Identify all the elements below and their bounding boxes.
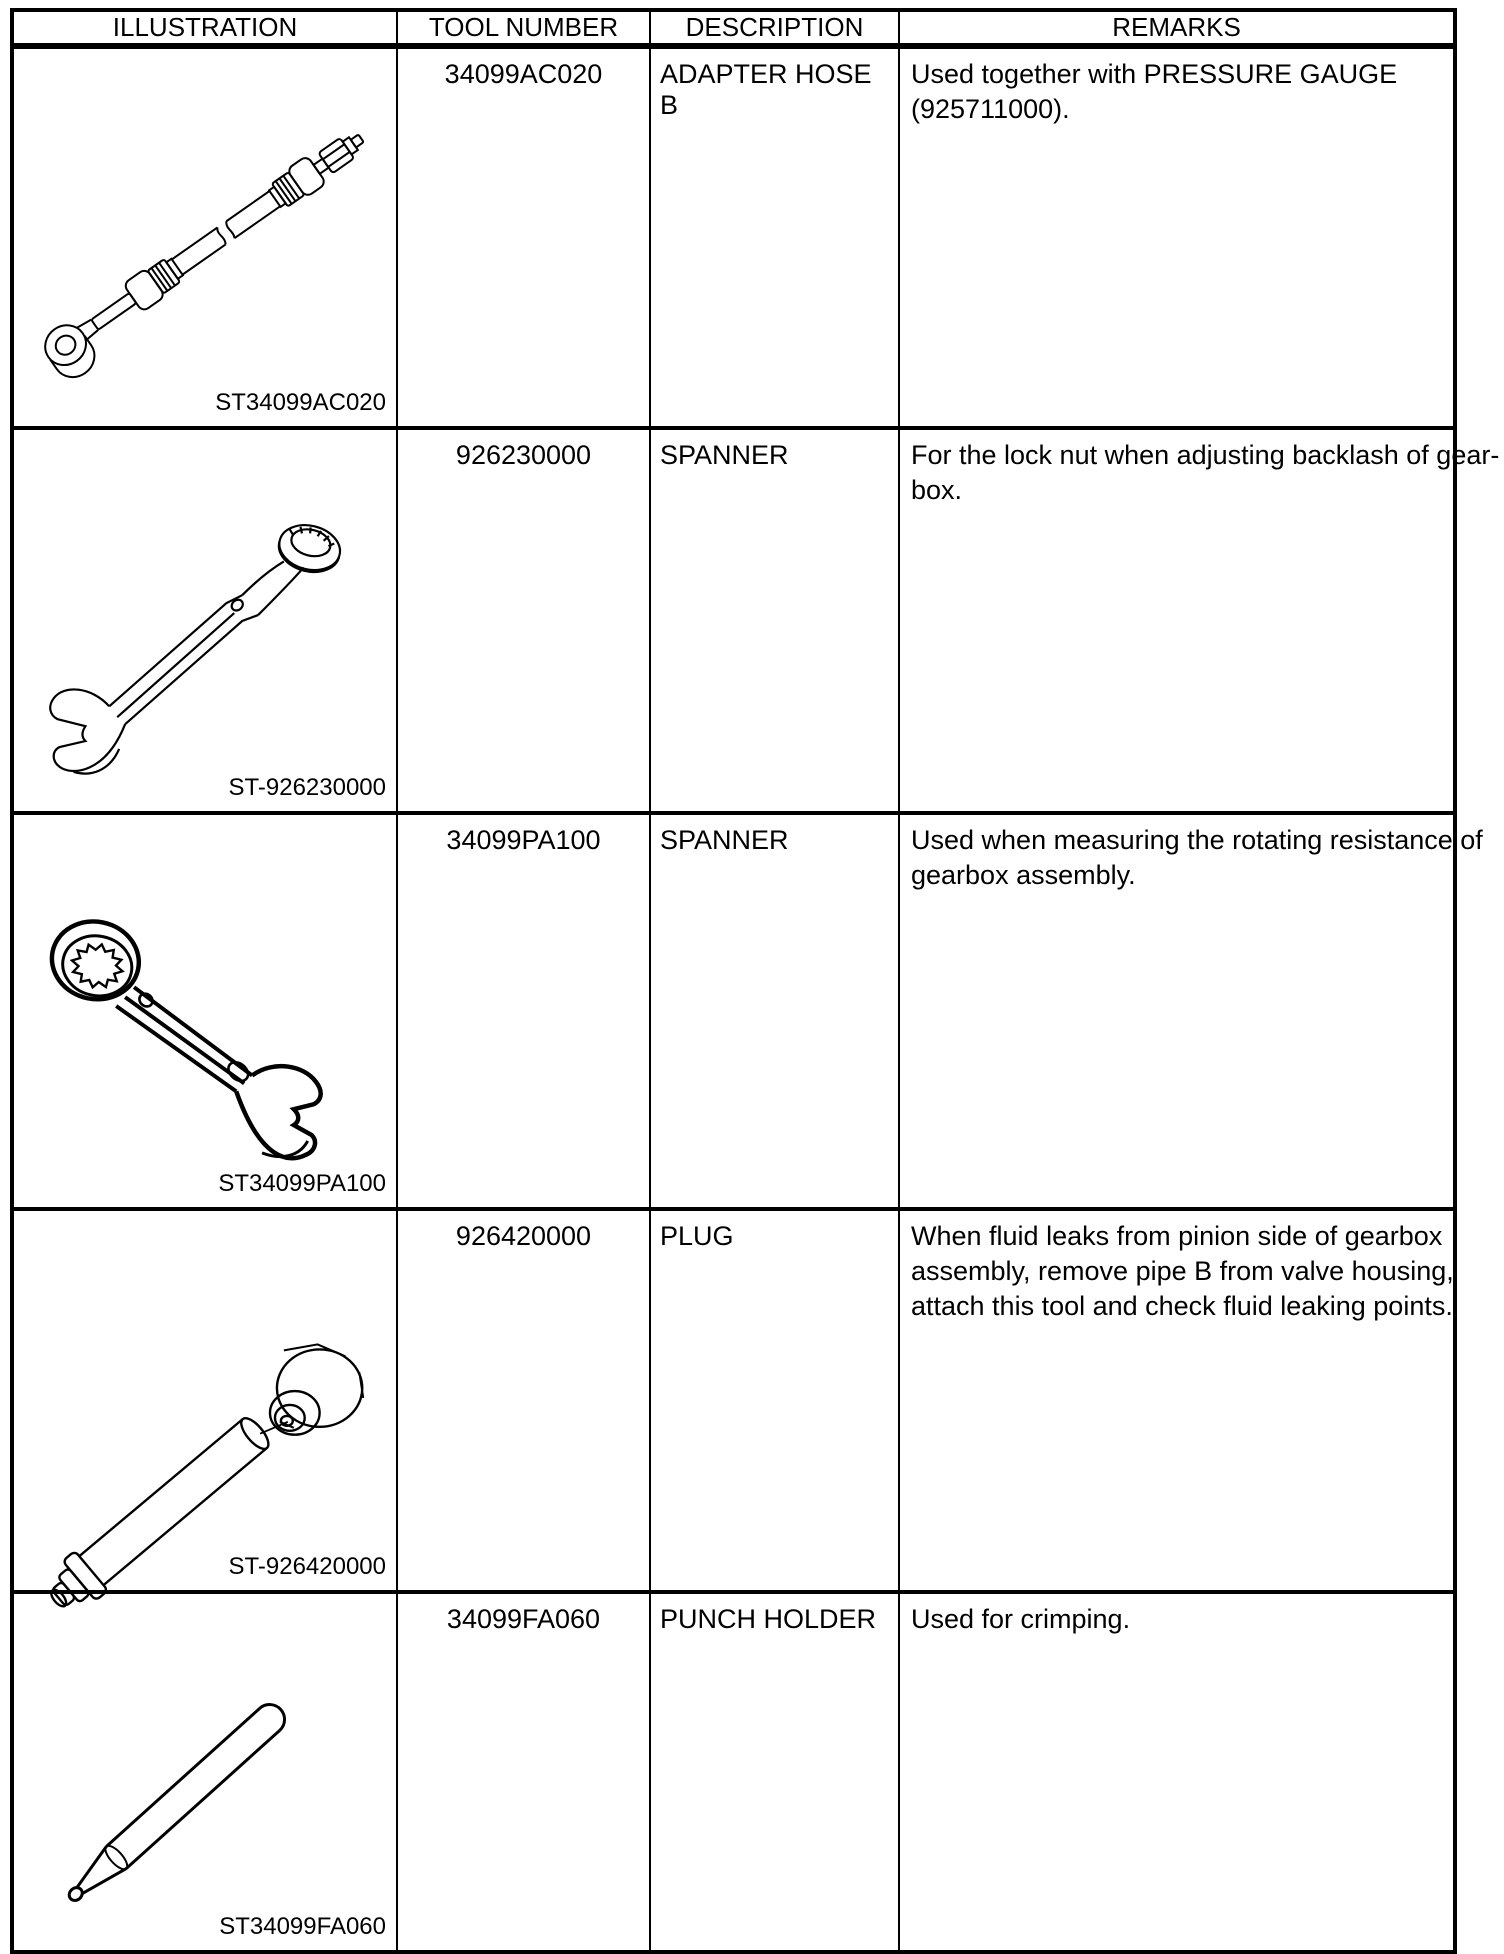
remarks-cell [899,813,1483,1209]
remarks-cell [899,46,1455,428]
remarks-cell [899,1209,1455,1592]
remarks-cell [899,1592,1455,1952]
special-tools-table [10,8,1500,1954]
tool-number-cell: 34099PA100 [397,813,650,1209]
header-tool-number: TOOL NUMBER [397,10,650,46]
plug-illustration [14,1211,396,1590]
table-row [12,1592,1455,1952]
illustration-cell [12,1592,397,1952]
tool-number-cell: 34099FA060 [397,1592,650,1952]
remarks-line: Used for crimping. [911,1604,1131,1634]
table-row [12,1209,1455,1592]
illustration-caption: ST-926420000 [228,1553,386,1580]
remarks-line: Used when measuring the rotating resistance of [911,825,1483,855]
remarks-line: When fluid leaks from pinion side of gearbox [911,1221,1443,1251]
table-row [12,46,1455,428]
remarks-line: assembly, remove pipe B from valve housing, [911,1256,1454,1286]
tool-number-cell: 926420000 [397,1209,650,1592]
table-row [12,428,1455,813]
header-illustration: ILLUSTRATION [12,10,397,46]
illustration-cell [12,428,397,813]
illustration-cell [12,813,397,1209]
illustration-caption: ST34099PA100 [218,1170,386,1197]
header-row [12,10,1455,46]
spanner-bold-illustration [14,815,396,1207]
illustration-cell [12,46,397,428]
table-row [12,813,1455,1209]
description-cell: ADAPTER HOSE B [650,46,899,428]
remarks-line: (925711000). [911,94,1070,124]
illustration-caption: ST34099AC020 [215,389,386,416]
tool-number-cell: 34099AC020 [397,46,650,428]
remarks-line: gearbox assembly. [911,860,1136,890]
description-cell: PLUG [650,1209,899,1592]
description-cell: PUNCH HOLDER [650,1592,899,1952]
illustration-caption: ST-926230000 [228,774,386,801]
description-cell: SPANNER [650,813,899,1209]
remarks-line: Used together with PRESSURE GAUGE [911,59,1398,89]
remarks-line: box. [911,475,963,505]
illustration-caption: ST34099FA060 [219,1913,386,1940]
spanner-illustration [14,430,396,811]
tool-number-cell: 926230000 [397,428,650,813]
header-remarks: REMARKS [899,10,1455,46]
adapter-hose-illustration [14,49,396,426]
remarks-line: For the lock nut when adjusting backlash of gear- [911,440,1500,470]
header-description: DESCRIPTION [650,10,899,46]
remarks-cell [899,428,1500,813]
punch-illustration [14,1594,396,1950]
illustration-cell [12,1209,397,1592]
remarks-line: attach this tool and check fluid leaking points. [911,1291,1453,1321]
description-cell: SPANNER [650,428,899,813]
